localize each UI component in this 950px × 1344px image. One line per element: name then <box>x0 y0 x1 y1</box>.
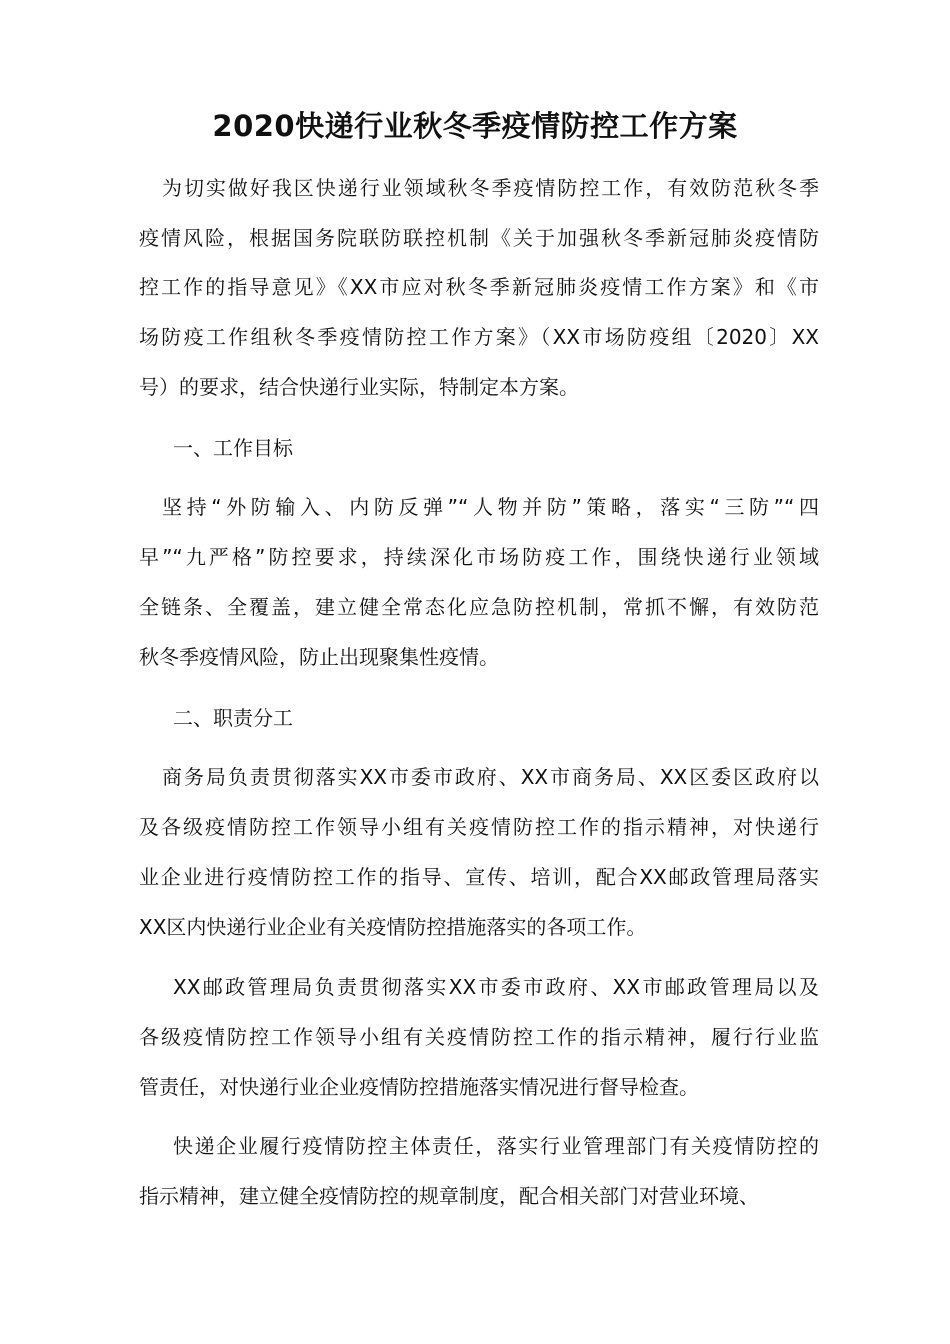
paragraph-line: 控工作的指导意见》《XX市应对秋冬季新冠肺炎疫情工作方案》和《市 <box>139 275 819 299</box>
paragraph-line: XX区内快递行业企业有关疫情防控措施落实的各项工作。 <box>139 915 647 939</box>
paragraph-line: 及各级疫情防控工作领导小组有关疫情防控工作的指示精神，对快递行 <box>139 815 819 839</box>
paragraph-line: 秋冬季疫情风险，防止出现聚集性疫情。 <box>139 645 499 669</box>
paragraph-line: 疫情风险，根据国务院联防联控机制《关于加强秋冬季新冠肺炎疫情防 <box>139 226 819 250</box>
section-heading-goals: 一、工作目标 <box>173 436 293 460</box>
document-title: 2020快递行业秋冬季疫情防控工作方案 <box>212 109 738 143</box>
paragraph-line: 为切实做好我区快递行业领域秋冬季疫情防控工作，有效防范秋冬季 <box>162 176 819 200</box>
paragraph-line: 早”“九严格”防控要求，持续深化市场防疫工作，围绕快递行业领域 <box>139 545 819 569</box>
paragraph-line: 商务局负责贯彻落实XX市委市政府、XX市商务局、XX区委区政府以 <box>162 765 819 789</box>
paragraph-line: 指示精神，建立健全疫情防控的规章制度，配合相关部门对营业环境、 <box>139 1184 759 1208</box>
section-heading-responsibilities: 二、职责分工 <box>173 706 293 730</box>
paragraph-line: 场防疫工作组秋冬季疫情防控工作方案》（XX市场防疫组〔2020〕XX <box>139 325 819 349</box>
paragraph-line: 管责任，对快递行业企业疫情防控措施落实情况进行督导检查。 <box>139 1075 699 1099</box>
paragraph-line: 快递企业履行疫情防控主体责任，落实行业管理部门有关疫情防控的 <box>173 1134 819 1158</box>
paragraph-line: 全链条、全覆盖，建立健全常态化应急防控机制，常抓不懈，有效防范 <box>139 595 819 619</box>
paragraph-line: 业企业进行疫情防控工作的指导、宣传、培训，配合XX邮政管理局落实 <box>139 865 819 889</box>
paragraph-line: 号）的要求，结合快递行业实际，特制定本方案。 <box>139 375 579 399</box>
paragraph-line: 各级疫情防控工作领导小组有关疫情防控工作的指示精神，履行行业监 <box>139 1025 819 1049</box>
paragraph-line: XX邮政管理局负责贯彻落实XX市委市政府、XX市邮政管理局以及 <box>173 975 819 999</box>
paragraph-line: 坚持“外防输入、内防反弹”“人物并防”策略，落实“三防”“四 <box>162 495 819 519</box>
